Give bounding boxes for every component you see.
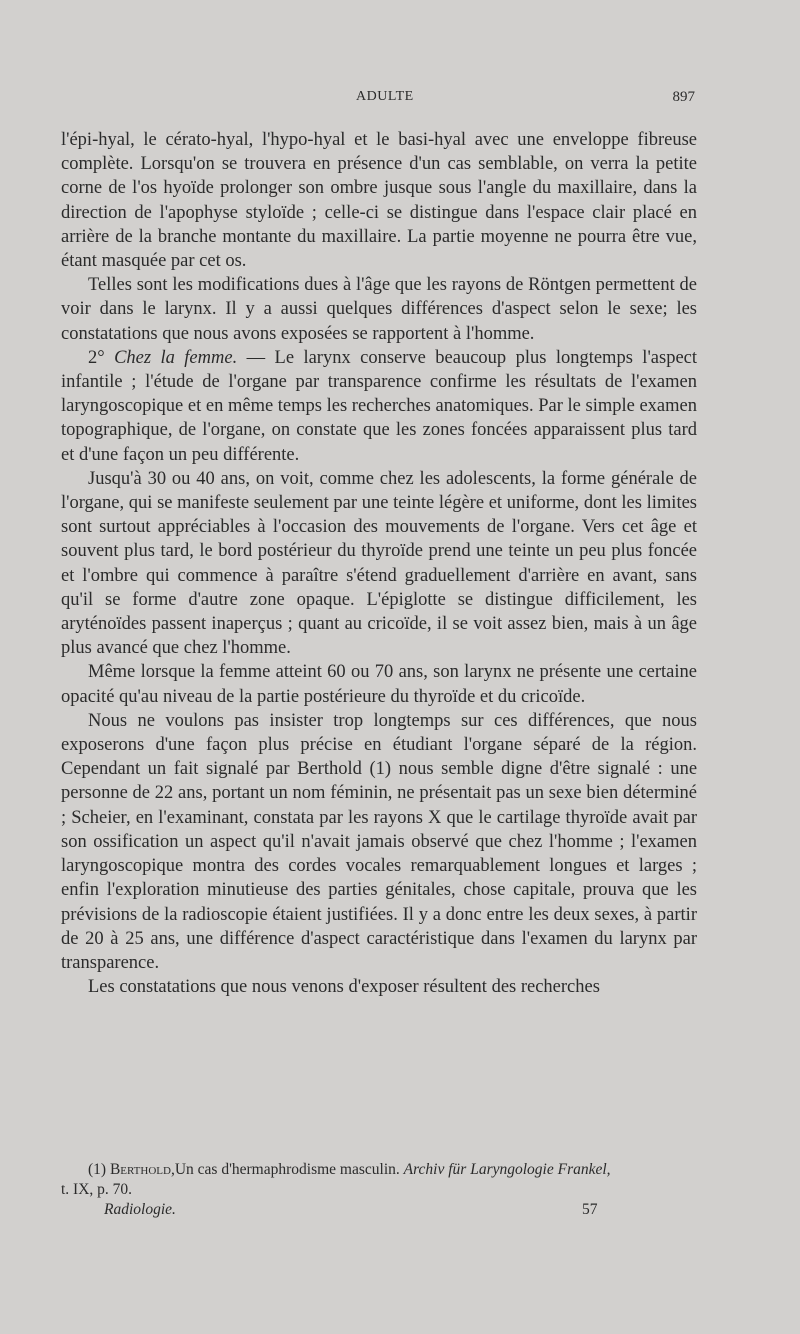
running-title: ADULTE (356, 89, 414, 104)
paragraph: Telles sont les modifications dues à l'âge que les rayons de Röntgen permettent de voir dans le larynx. Il y a aussi quelques différences d'aspect selon le sexe; les constatations que nous avons exposées se rapportent à l'homme. (61, 275, 697, 344)
footnote-author: Berthold, (109, 1161, 175, 1178)
footnote-ref[interactable]: (1) (369, 759, 392, 780)
signature-title: Radiologie. (104, 1201, 176, 1218)
paragraph-text: — Le larynx conserve beaucoup plus longtemps l'aspect infantile ; l'étude de l'organe par transparence confirme les résultats de l'examen laryngoscopique et en même temps les recherches anatomiques. Par le simple examen topographique, de l'organe, on constate que les zones foncées apparaissent plus tard et d'une façon un peu différente. (61, 347, 698, 465)
signature-number: 57 (582, 1201, 598, 1218)
paragraph: Les constatations que nous venons d'exposer résultent des recherches (88, 977, 600, 998)
page-number: 897 (672, 89, 695, 105)
paragraph: Même lorsque la femme atteint 60 ou 70 ans, son larynx ne présente une certaine opacité qu'au niveau de la partie postérieure du thyroïde et du cricoïde. (61, 662, 697, 707)
footnote (61, 1160, 698, 1200)
paragraph: l'épi-hyal, le cérato-hyal, l'hypo-hyal et le basi-hyal avec une enveloppe fibreuse complète. Lorsqu'on se trouvera en présence d'un cas semblable, on verra la petite corne de l'os hyoïde prolonger son ombre jusque sous l'angle du maxillaire, dans la direction de l'apophyse styloïde ; celle-ci se distingue dans l'espace clair placé en arrière de la branche montante du maxillaire. La partie moyenne ne pourra être vue, étant masquée par cet os. (61, 130, 697, 272)
paragraph (61, 709, 697, 975)
paragraph-lead: Nous ne voulons pas insister trop longtemps sur ces différences, que nous exposerons d'une façon plus précise en étudiant l'organe séparé de la région. Cependant un fait signalé par Berthold (61, 710, 697, 780)
section-number: 2° (88, 347, 105, 368)
footnote-journal: Archiv für Laryngologie Frankel, (403, 1161, 611, 1178)
running-header (0, 89, 800, 111)
paragraph: Jusqu'à 30 ou 40 ans, on voit, comme chez les adolescents, la forme générale de l'organe, qui se manifeste seulement par une teinte légère et uniforme, dont les limites sont surtout appréciables à l'occasion des mouvements de l'organe. Vers cet âge et souvent plus tard, le bord postérieur du thyroïde prend une teinte un peu plus foncée et l'ombre qui commence à paraître s'étend graduellement d'arrière en avant, sans qu'il se forme d'autre zone opaque. L'épiglotte se distingue difficilement, les aryténoïdes passent inaperçus ; quant au cricoïde, il se voit assez bien, mais à un âge plus avancé que chez l'homme. (61, 468, 697, 659)
paragraph (61, 346, 697, 467)
page-footer (0, 1201, 800, 1223)
paragraph-text: nous semble digne d'être signalé : une personne de 22 ans, portant un nom féminin, ne présentait pas un sexe bien déterminé ; Scheier, en l'examinant, constata par les rayons X que le cartilage thyroïde avait par son ossification un aspect qu'il n'avait jamais observé que chez l'homme ; l'examen laryngoscopique montra des cordes vocales remarquablement longues et larges ; enfin l'exploration minutieuse des parties génitales, chose capitale, prouva que les prévisions de la radioscopie étaient justifiées. Il y a donc entre les deux sexes, à partir de 20 à 25 ans, une différence d'aspect caractéristique dans l'examen du larynx par transparence. (61, 759, 698, 973)
footnote-marker: (1) (88, 1161, 107, 1178)
footnote-volume: t. IX, p. 70. (61, 1181, 133, 1198)
section-title: Chez la femme. (114, 347, 238, 368)
footnote-text: Un cas d'hermaphrodisme masculin. (174, 1161, 400, 1178)
body-text (61, 128, 697, 999)
